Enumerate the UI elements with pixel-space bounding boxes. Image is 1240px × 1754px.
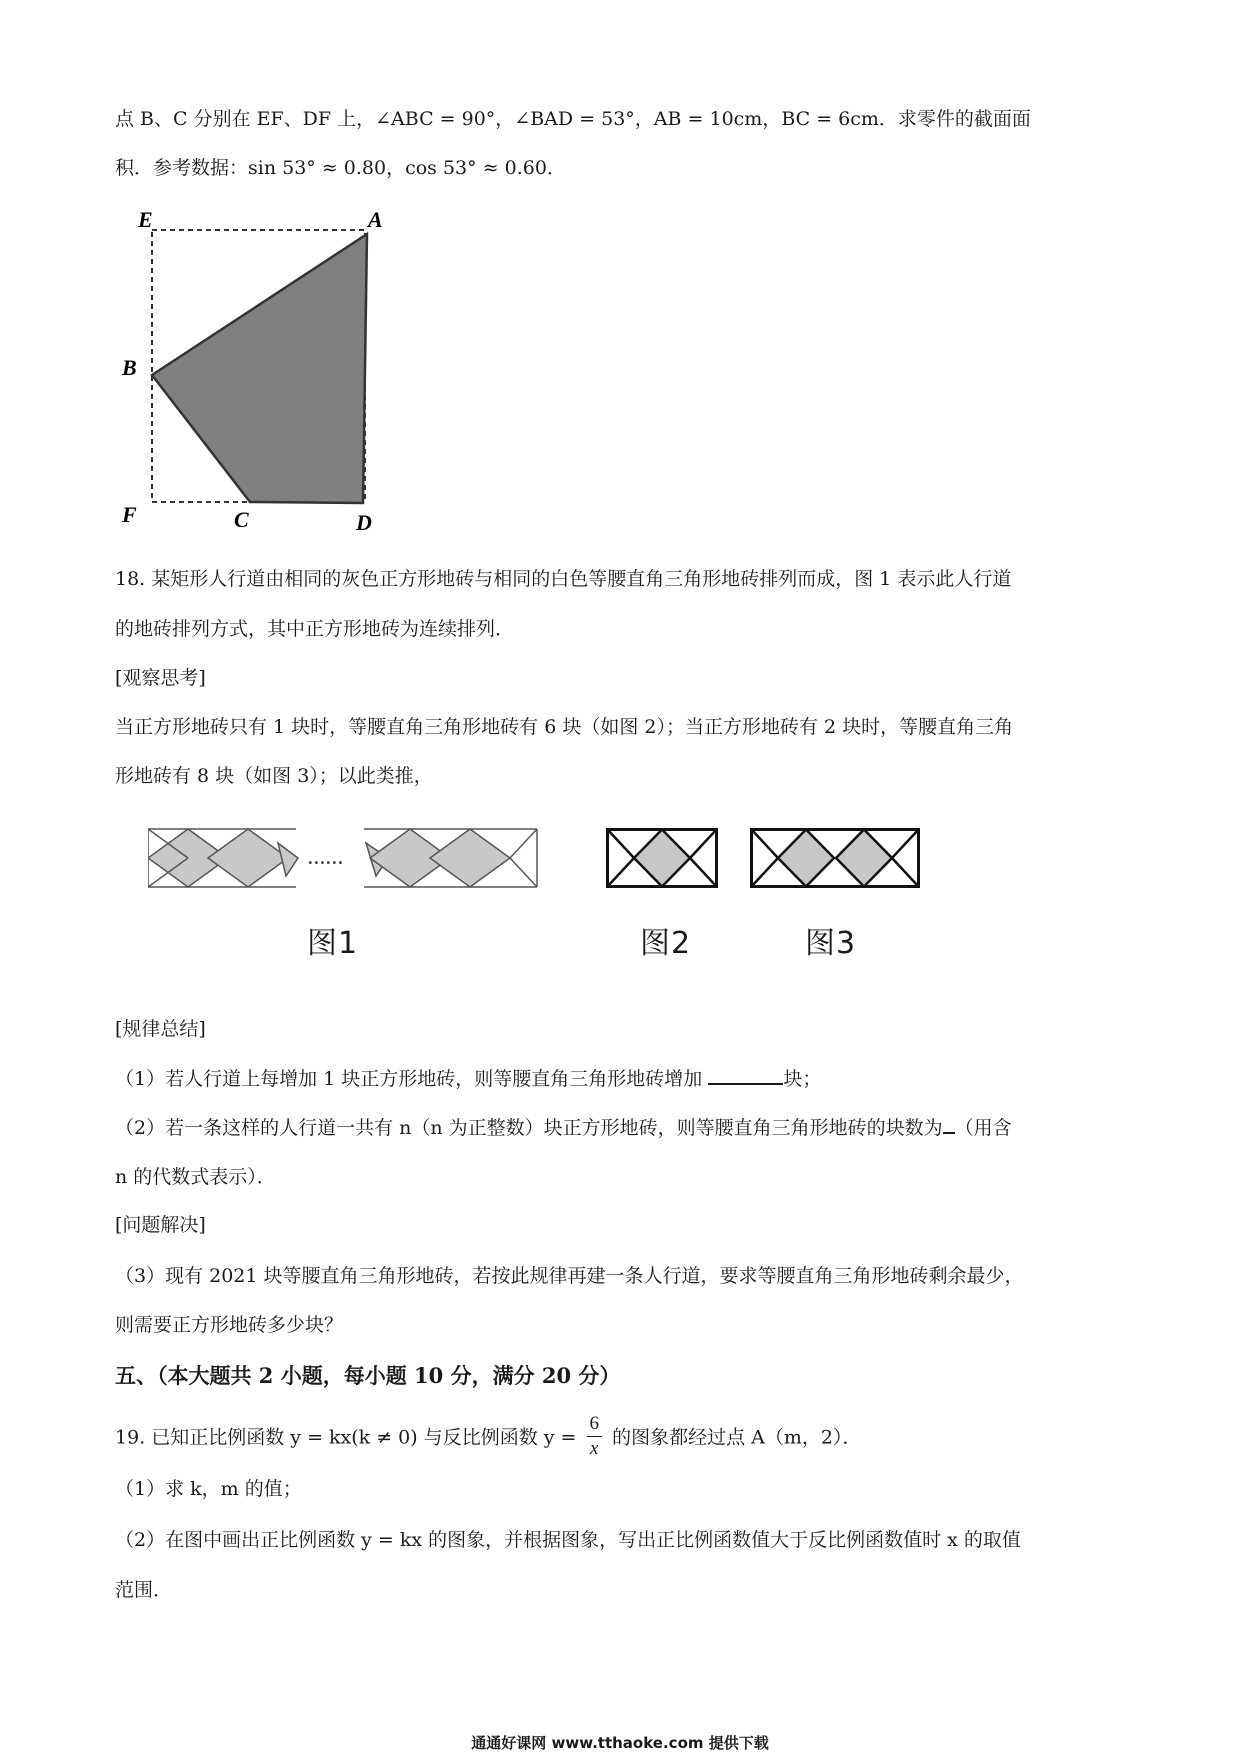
tile-figure-3 [750, 828, 920, 888]
q18-part-3-line-2: 则需要正方形地砖多少块？ [115, 1314, 344, 1336]
label-a: A [368, 207, 383, 232]
fraction-numerator: 6 [587, 1412, 603, 1437]
label-d: D [356, 510, 372, 535]
q18-text-line-1: 18. 某矩形人行道由相同的灰色正方形地砖与相同的白色等腰直角三角形地砖排列而成，图 1 表示此人行道 [115, 568, 1012, 590]
q17-figure [110, 200, 410, 545]
q19-part-2-line-1: （2）在图中画出正比例函数 y = kx 的图象，并根据图象，写出正比例函数值大于反比例函数值时 x 的取值 [115, 1529, 1021, 1551]
label-c: C [234, 507, 249, 532]
q19-part-2-line-2: 范围． [115, 1579, 173, 1601]
q18-part-3-line-1: （3）现有 2021 块等腰直角三角形地砖，若按此规律再建一条人行道，要求等腰直角三角形地砖剩余最少， [115, 1265, 1024, 1287]
q19-line-1-text: 19. 已知正比例函数 y = kx(k ≠ 0) 与反比例函数 y = [115, 1426, 577, 1449]
footer-source: 通通好课网 www.tthaoke.com 提供下载 [471, 1734, 769, 1752]
fraction-denominator: x [590, 1438, 599, 1459]
summary-heading: [规律总结] [115, 1018, 206, 1040]
q19-part-1: （1）求 k，m 的值； [115, 1478, 302, 1500]
caption-figure-1: 图1 [307, 926, 359, 961]
fraction-6-over-x [587, 1412, 603, 1461]
observe-heading: [观察思考] [115, 667, 206, 689]
q17-text-line-1: 点 B、C 分别在 EF、DF 上，∠ABC = 90°，∠BAD = 53°，AB = 10cm，BC = 6cm．求零件的截面面 [115, 108, 1031, 130]
q18-part-1-text: （1）若人行道上每增加 1 块正方形地砖，则等腰直角三角形地砖增加 [115, 1068, 703, 1090]
q19-line-1-suffix: 的图象都经过点 A（m，2）． [612, 1426, 862, 1449]
answer-blank-2 [943, 1132, 955, 1134]
label-e: E [138, 207, 153, 232]
fig1-right-segment [364, 829, 537, 887]
caption-figure-3: 图3 [805, 926, 857, 961]
q17-text-line-2: 积．参考数据：sin 53° ≈ 0.80，cos 53° ≈ 0.60． [115, 157, 566, 179]
answer-blank-1 [708, 1083, 783, 1085]
observe-line-1: 当正方形地砖只有 1 块时，等腰直角三角形地砖有 6 块（如图 2）；当正方形地砖有 2 块时，等腰直角三角 [115, 716, 1014, 738]
shaded-cross-section [152, 234, 367, 503]
tile-figure-2 [606, 828, 718, 888]
observe-line-2: 形地砖有 8 块（如图 3）；以此类推， [115, 765, 433, 787]
tile-figure-1 [148, 828, 538, 888]
label-f: F [122, 502, 137, 527]
fig1-left-segment [148, 829, 298, 887]
q19-line-1 [115, 1414, 861, 1463]
solve-heading: [问题解决] [115, 1214, 206, 1236]
label-b: B [122, 355, 137, 380]
q18-part-2-text: （2）若一条这样的人行道一共有 n（n 为正整数）块正方形地砖，则等腰直角三角形地砖的块数为 [115, 1117, 943, 1139]
q18-part-2-line-2: n 的代数式表示）． [115, 1166, 276, 1188]
svg-text:……: …… [308, 848, 344, 868]
q18-part-1 [115, 1065, 821, 1093]
section-5-heading: 五、（本大题共 2 小题，每小题 10 分，满分 20 分） [115, 1363, 621, 1388]
caption-figure-2: 图2 [640, 926, 692, 961]
q18-part-2-suffix: （用含 [954, 1117, 1012, 1139]
q18-text-line-2: 的地砖排列方式，其中正方形地砖为连续排列． [115, 618, 515, 640]
q18-part-2 [115, 1114, 1012, 1142]
q18-part-1-suffix: 块； [783, 1068, 822, 1090]
